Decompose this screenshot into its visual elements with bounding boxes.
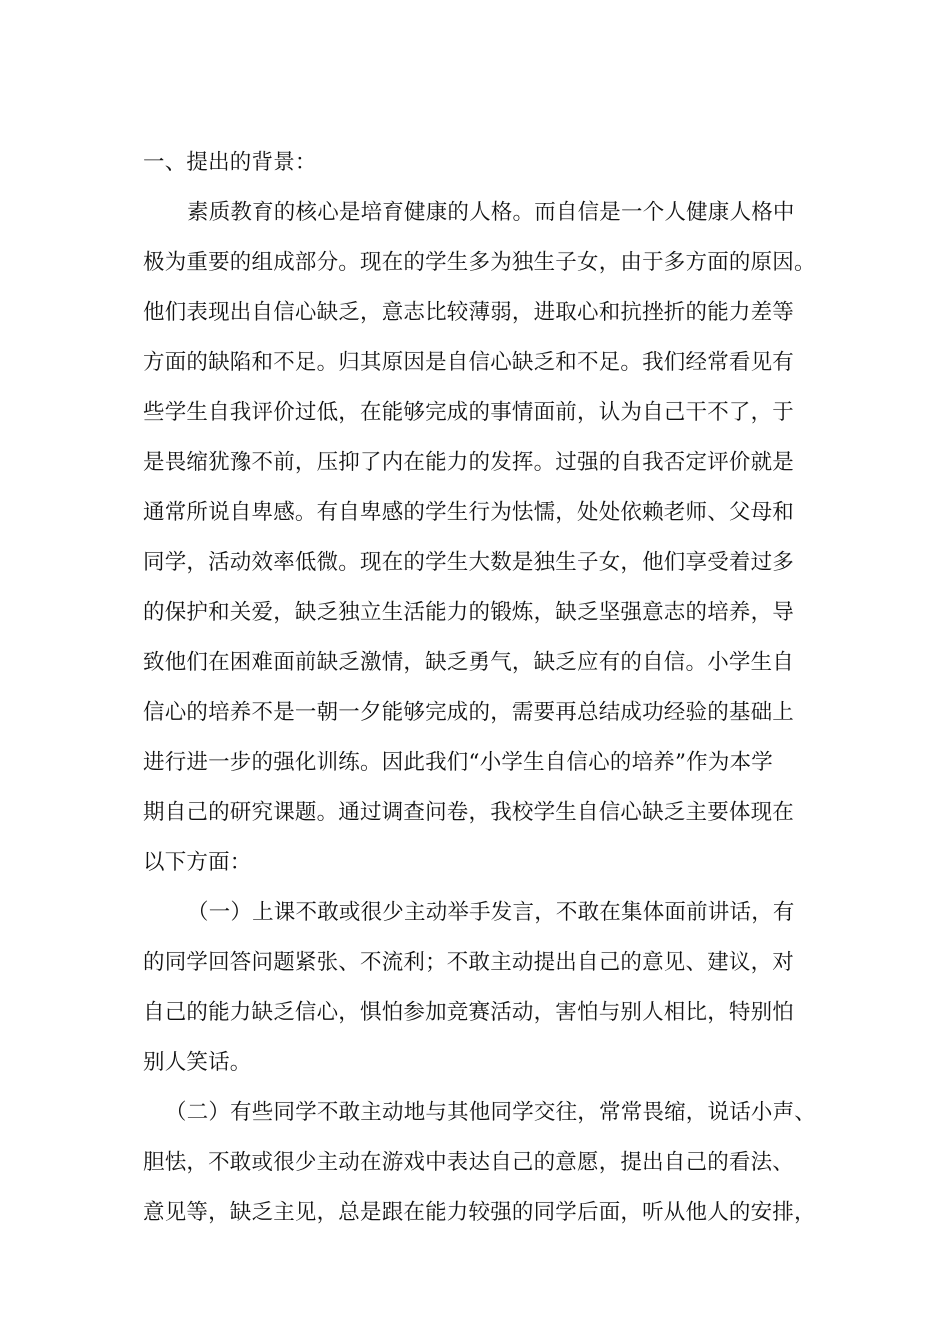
section-heading: 一、提出的背景： — [143, 150, 317, 175]
paragraph-line: 素质教育的核心是培育健康的人格。而自信是一个人健康人格中 — [187, 200, 795, 225]
paragraph-line: 极为重要的组成部分。现在的学生多为独生子女，由于多方面的原因。 — [143, 250, 816, 275]
paragraph-line: 别人笑话。 — [143, 1050, 252, 1075]
paragraph-line: （二）有些同学不敢主动地与其他同学交往，常常畏缩，说话小声、 — [165, 1100, 817, 1125]
paragraph-line: 的同学回答问题紧张、不流利；不敢主动提出自己的意见、建议，对 — [143, 950, 795, 975]
paragraph-line: 致他们在困难面前缺乏激情，缺乏勇气，缺乏应有的自信。小学生自 — [143, 650, 795, 675]
paragraph-line: 期自己的研究课题。通过调查问卷，我校学生自信心缺乏主要体现在 — [143, 800, 795, 825]
paragraph-line: 进行进一步的强化训练。因此我们“小学生自信心的培养”作为本学 — [143, 750, 773, 775]
paragraph-line: 是畏缩犹豫不前，压抑了内在能力的发挥。过强的自我否定评价就是 — [143, 450, 795, 475]
paragraph-line: 意见等，缺乏主见，总是跟在能力较强的同学后面，听从他人的安排， — [143, 1200, 816, 1225]
paragraph-line: 些学生自我评价过低，在能够完成的事情面前，认为自己干不了，于 — [143, 400, 795, 425]
paragraph-line: 同学，活动效率低微。现在的学生大数是独生子女，他们享受着过多 — [143, 550, 795, 575]
paragraph-line: 的保护和关爱，缺乏独立生活能力的锻炼，缺乏坚强意志的培养，导 — [143, 600, 795, 625]
paragraph-line: （一）上课不敢或很少主动举手发言，不敢在集体面前讲话，有 — [187, 900, 795, 925]
paragraph-line: 方面的缺陷和不足。归其原因是自信心缺乏和不足。我们经常看见有 — [143, 350, 795, 375]
paragraph-line: 以下方面： — [143, 850, 252, 875]
paragraph-line: 信心的培养不是一朝一夕能够完成的，需要再总结成功经验的基础上 — [143, 700, 795, 725]
paragraph-line: 通常所说自卑感。有自卑感的学生行为怯懦，处处依赖老师、父母和 — [143, 500, 795, 525]
paragraph-line: 他们表现出自信心缺乏，意志比较薄弱，进取心和抗挫折的能力差等 — [143, 300, 795, 325]
paragraph-line: 自己的能力缺乏信心，惧怕参加竞赛活动，害怕与别人相比，特别怕 — [143, 1000, 795, 1025]
paragraph-line: 胆怯，不敢或很少主动在游戏中表达自己的意愿，提出自己的看法、 — [143, 1150, 795, 1175]
